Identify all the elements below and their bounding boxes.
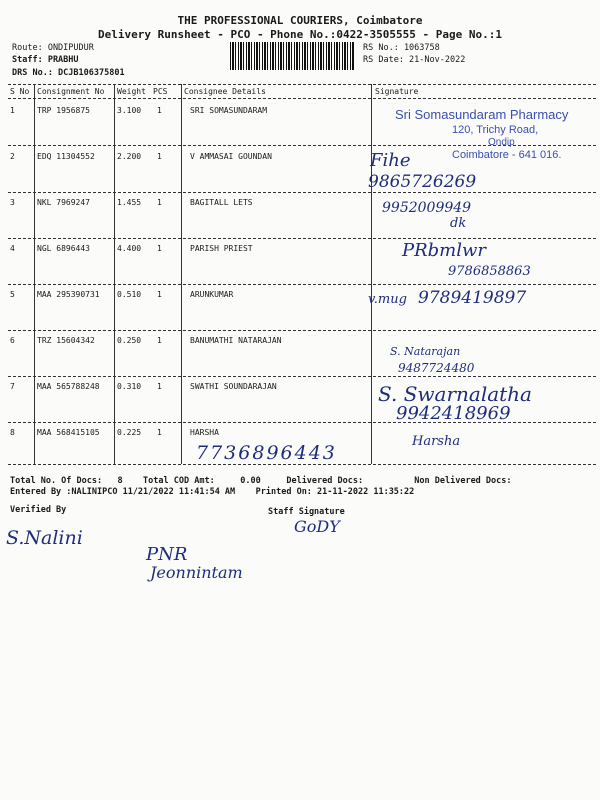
row-weight: 3.100 — [117, 106, 142, 115]
runsheet-subtitle: Delivery Runsheet - PCO - Phone No.:0422-3505555 - Page No.:1 — [98, 28, 502, 41]
row-weight: 0.310 — [117, 382, 142, 391]
handwritten-phone: 7736896443 — [196, 442, 337, 464]
col-header-consignee: Consignee Details — [184, 87, 266, 96]
signature-mark: Fihe — [370, 150, 411, 171]
row-consignee: ARUNKUMAR — [190, 290, 234, 299]
rs-date: RS Date: 21-Nov-2022 — [363, 55, 466, 65]
verifier-signature: S.Nalini — [6, 527, 83, 549]
row-sno: 7 — [10, 382, 15, 391]
row-consignee: BANUMATHI NATARAJAN — [190, 336, 282, 345]
bottom-signature: Jeonnintam — [150, 563, 243, 582]
row-pcs: 1 — [157, 336, 162, 345]
row-consignee: V AMMASAI GOUNDAN — [190, 152, 272, 161]
bottom-signature: PNR — [146, 544, 188, 565]
row-sno: 3 — [10, 198, 15, 207]
company-title: THE PROFESSIONAL COURIERS, Coimbatore — [177, 14, 423, 27]
drs-number: DRS No.: DCJB106375801 — [12, 68, 125, 78]
row-consignment: MAA 295390731 — [37, 290, 100, 299]
pharmacy-stamp-city: Coimbatore - 641 016. — [452, 149, 562, 161]
handwritten-phone: 9789419897 — [418, 288, 527, 308]
route-label: Route: ONDIPUDUR — [12, 43, 94, 53]
row-pcs: 1 — [157, 290, 162, 299]
handwritten-signature: Harsha — [412, 434, 461, 449]
col-header-signature: Signature — [375, 87, 419, 96]
row-consignment: MAA 565788248 — [37, 382, 100, 391]
row-consignment: MAA 568415105 — [37, 428, 100, 437]
col-divider — [371, 84, 372, 464]
table-header-rule — [8, 98, 596, 99]
col-header-sno: S No — [10, 87, 30, 96]
handwritten-signature: S. Natarajan — [390, 345, 461, 358]
handwritten-phone: 9952009949 — [382, 200, 472, 216]
row-pcs: 1 — [157, 428, 162, 437]
col-divider — [34, 84, 35, 464]
row-rule — [8, 192, 596, 193]
col-divider — [181, 84, 182, 464]
verified-by-label: Verified By — [10, 505, 67, 515]
barcode — [230, 42, 355, 70]
table-bottom-rule — [8, 464, 596, 465]
pharmacy-stamp-name: Sri Somasundaram Pharmacy — [395, 107, 569, 122]
handwritten-signature: S. Swarnalatha — [378, 382, 532, 406]
row-pcs: 1 — [157, 106, 162, 115]
pharmacy-stamp-address: Ondip — [488, 137, 515, 148]
staff-label: Staff: PRABHU — [12, 55, 79, 65]
handwritten-phone: 9865726269 — [368, 172, 477, 192]
row-pcs: 1 — [157, 198, 162, 207]
row-consignment: NKL 7969247 — [37, 198, 90, 207]
col-header-consignment: Consignment No — [37, 87, 105, 96]
staff-signature-label: Staff Signature — [268, 507, 345, 517]
row-sno: 4 — [10, 244, 15, 253]
row-rule — [8, 376, 596, 377]
col-header-pcs: PCS — [153, 87, 168, 96]
row-consignee: SRI SOMASUNDARAM — [190, 106, 268, 115]
col-divider — [114, 84, 115, 464]
row-weight: 2.200 — [117, 152, 142, 161]
row-consignee: SWATHI SOUNDARAJAN — [190, 382, 277, 391]
row-pcs: 1 — [157, 244, 162, 253]
row-sno: 8 — [10, 428, 15, 437]
row-weight: 1.455 — [117, 198, 142, 207]
row-weight: 4.400 — [117, 244, 142, 253]
row-pcs: 1 — [157, 382, 162, 391]
signature-mark: PRbmlwr — [402, 240, 487, 261]
row-sno: 1 — [10, 106, 15, 115]
row-consignee: PARISH PRIEST — [190, 244, 253, 253]
row-sno: 2 — [10, 152, 15, 161]
rs-number: RS No.: 1063758 — [363, 43, 440, 53]
row-sno: 5 — [10, 290, 15, 299]
row-sno: 6 — [10, 336, 15, 345]
pharmacy-stamp-address: 120, Trichy Road, — [452, 124, 539, 136]
staff-signature: GoDY — [294, 517, 340, 536]
row-rule — [8, 330, 596, 331]
col-header-weight: Weight — [117, 87, 146, 96]
row-weight: 0.225 — [117, 428, 142, 437]
row-consignment: TRP 1956875 — [37, 106, 90, 115]
row-weight: 0.510 — [117, 290, 142, 299]
handwritten-phone: 9786858863 — [448, 264, 531, 279]
row-weight: 0.250 — [117, 336, 142, 345]
row-consignment: TRZ 15604342 — [37, 336, 95, 345]
handwritten-phone: 9487724480 — [398, 361, 475, 375]
totals-line: Total No. Of Docs: 8 Total COD Amt: 0.00 Delivered Docs: Non Delivered Docs: — [10, 476, 512, 486]
entered-printed-line: Entered By :NALINIPCO 11/21/2022 11:41:54 AM Printed On: 21-11-2022 11:35:22 — [10, 487, 415, 497]
row-rule — [8, 238, 596, 239]
row-consignee: BAGITALL LETS — [190, 198, 253, 207]
row-consignee: HARSHA — [190, 428, 219, 437]
handwritten-phone: 9942418969 — [396, 403, 511, 424]
signature-mark: dk — [450, 216, 467, 231]
handwritten-signature: v.mug — [368, 292, 407, 307]
table-top-rule — [8, 84, 596, 85]
row-pcs: 1 — [157, 152, 162, 161]
row-rule — [8, 284, 596, 285]
row-consignment: NGL 6896443 — [37, 244, 90, 253]
row-consignment: EDQ 11304552 — [37, 152, 95, 161]
